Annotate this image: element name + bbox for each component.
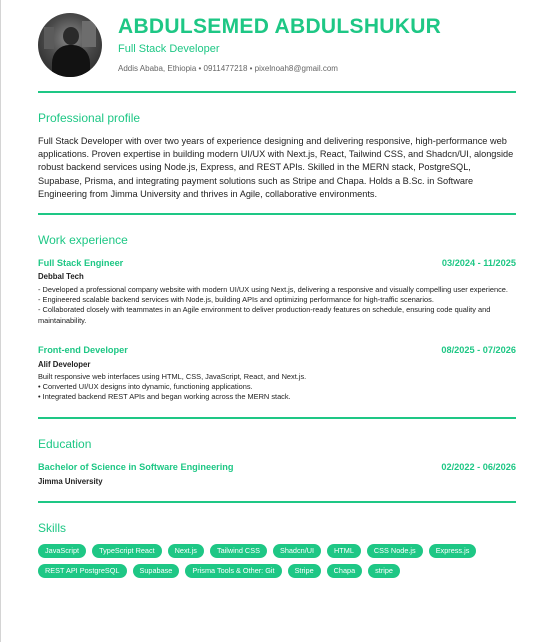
- job-bullet: Built responsive web interfaces using HTML, CSS, JavaScript, React, and Next.js.: [38, 372, 307, 381]
- skill-chip: Shadcn/UI: [273, 544, 321, 558]
- skill-chip: Next.js: [168, 544, 204, 558]
- skill-chip: Express.js: [429, 544, 477, 558]
- job-description: [38, 372, 516, 403]
- job-title: Front-end Developer: [38, 345, 128, 355]
- skill-chip: Stripe: [288, 564, 321, 578]
- skills-row: [38, 564, 516, 578]
- degree-title: Bachelor of Science in Software Engineering: [38, 462, 234, 472]
- education-dates: 02/2022 - 06/2026: [441, 462, 516, 472]
- skill-chip: REST API PostgreSQL: [38, 564, 127, 578]
- skill-chip: Prisma Tools & Other: Git: [185, 564, 281, 578]
- section-title-education: Education: [38, 437, 92, 451]
- skill-chip: Supabase: [133, 564, 180, 578]
- job-company: Debbal Tech: [38, 272, 84, 281]
- contact-line: Addis Ababa, Ethiopia • 0911477218 • pixelnoah8@gmail.com: [118, 64, 338, 73]
- job-title: Full Stack Engineer: [38, 258, 124, 268]
- skills-list: [38, 544, 516, 584]
- skill-chip: CSS Node.js: [367, 544, 423, 558]
- job-bullet: • Converted UI/UX designs into dynamic, functioning applications.: [38, 382, 253, 392]
- section-divider: [38, 417, 516, 419]
- section-divider: [38, 91, 516, 93]
- section-title-profile: Professional profile: [38, 111, 141, 125]
- skill-chip: Chapa: [327, 564, 363, 578]
- profile-summary: Full Stack Developer with over two years of experience designing and delivering responsive, high-performance web applications. Proven expertise in building modern UI/UX with Next.js, React, Tailwind CSS, and Shadcn/UI, alongside robust backend services using Node.js, Express, and REST APIs. Skilled in the MERN stack, PostgreSQL, Supabase, Prisma, and integrating payment solutions such as Stripe and Chapa. Holds a B.Sc. in Software Engineering from Jimma University and thrives in Agile, collaborative environments.: [38, 136, 514, 199]
- section-divider: [38, 501, 516, 503]
- resume-header: [38, 0, 516, 86]
- job-company: Alif Developer: [38, 360, 91, 369]
- job-description: [38, 285, 516, 326]
- section-title-work: Work experience: [38, 233, 128, 247]
- skill-chip: stripe: [368, 564, 400, 578]
- skill-chip: Tailwind CSS: [210, 544, 267, 558]
- candidate-role: Full Stack Developer: [118, 43, 220, 55]
- skill-chip: TypeScript React: [92, 544, 162, 558]
- school-name: Jimma University: [38, 477, 103, 486]
- job-bullet: - Engineered scalable backend services with Node.js, building APIs and optimizing performance for high-traffic scenarios.: [38, 295, 434, 305]
- job-bullet: - Developed a professional company website with modern UI/UX using Next.js, delivering a responsive and visually compelling user experience.: [38, 285, 508, 294]
- skill-chip: HTML: [327, 544, 361, 558]
- section-title-skills: Skills: [38, 521, 67, 535]
- resume-page: [38, 0, 516, 575]
- profile-photo: [38, 13, 102, 77]
- skills-row: [38, 544, 516, 558]
- job-dates: 08/2025 - 07/2026: [441, 345, 516, 355]
- candidate-name: ABDULSEMED ABDULSHUKUR: [118, 15, 442, 38]
- page-left-border: [0, 0, 1, 642]
- section-divider: [38, 213, 516, 215]
- job-dates: 03/2024 - 11/2025: [441, 258, 516, 268]
- job-bullet: - Collaborated closely with teammates in an Agile environment to deliver production-ready features on schedule, ensuring code quality and maintainability.: [38, 305, 491, 325]
- skill-chip: JavaScript: [38, 544, 86, 558]
- job-bullet: • Integrated backend REST APIs and began working across the MERN stack.: [38, 392, 291, 402]
